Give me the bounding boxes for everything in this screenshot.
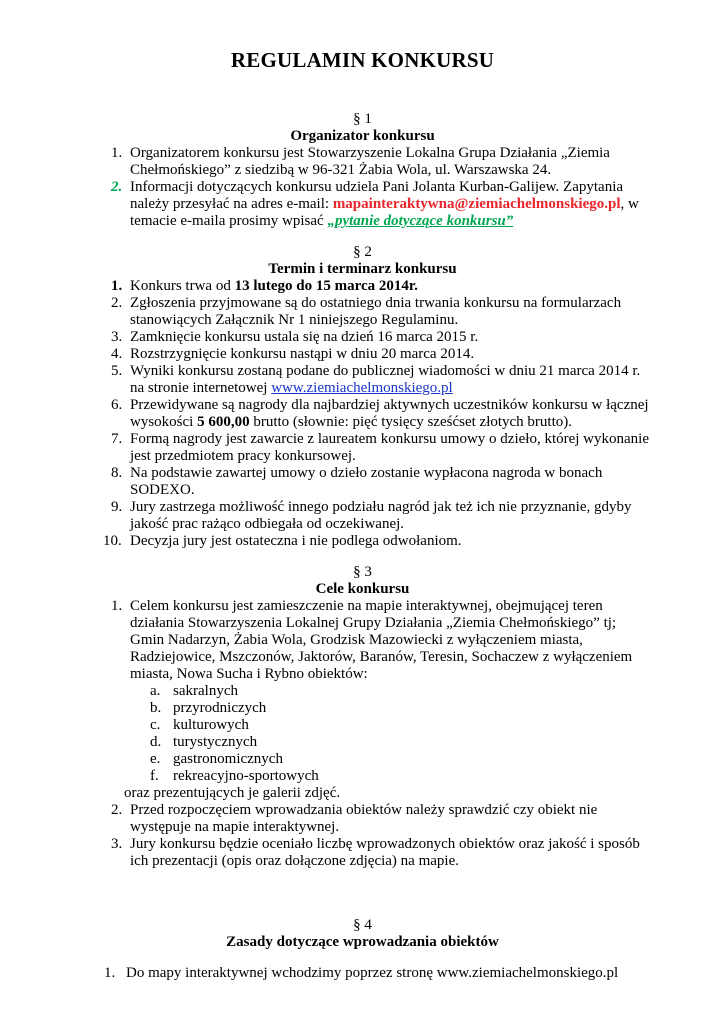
s3-item-1-number: 1. <box>111 598 123 614</box>
s3-item-1-line-1: Celem konkursu jest zamieszczenie na mapie interaktywnej, obejmującej teren <box>130 598 603 614</box>
email-subject: „pytanie dotyczące konkursu” <box>327 213 514 229</box>
contest-dates: 13 lutego do 15 marca 2014r. <box>234 278 418 294</box>
s2-item-8-number: 8. <box>111 465 123 481</box>
s1-item-2-text-end: , w <box>620 196 639 212</box>
s3-item-3-line-2: ich prezentacji (opis oraz dołączone zdjęcia) na mapie. <box>130 853 459 869</box>
s2-item-3-number: 3. <box>111 329 123 345</box>
s2-item-10: Decyzja jury jest ostateczna i nie podlega odwołaniom. <box>130 533 462 549</box>
s2-item-5-line-2 <box>130 380 453 397</box>
subitem-cultural: kulturowych <box>173 717 249 733</box>
s1-item-2-line-3 <box>130 213 513 230</box>
section-3-sign: § 3 <box>353 564 372 580</box>
s2-item-2-line-2: stanowiących Załącznik Nr 1 niniejszego Regulaminu. <box>130 312 459 328</box>
s2-item-4: Rozstrzygnięcie konkursu nastąpi w dniu 20 marca 2014. <box>130 346 475 362</box>
section-1-sign: § 1 <box>353 111 372 127</box>
subitem-marker-d: d. <box>150 734 162 750</box>
prize-amount: 5 600,00 <box>197 414 250 430</box>
s3-item-1-line-2: działania Stowarzyszenia Lokalnej Grupy Działania „Ziemia Chełmońskiego” tj; <box>130 615 617 631</box>
s2-item-4-number: 4. <box>111 346 123 362</box>
s3-item-2-number: 2. <box>111 802 123 818</box>
subitem-sacral: sakralnych <box>173 683 238 699</box>
s2-item-1 <box>130 278 418 295</box>
s1-item-2-number: 2. <box>111 179 123 195</box>
s1-item-1-number: 1. <box>111 145 123 161</box>
subitem-marker-c: c. <box>150 717 161 733</box>
s2-item-1-text: Konkurs trwa od <box>130 278 235 294</box>
s2-item-9-line-2: jakość prac rażąco odbiegała od oczekiwanej. <box>130 516 405 532</box>
s1-item-2-subject-intro: temacie e-maila prosimy wpisać <box>130 213 328 229</box>
document-title: REGULAMIN KONKURSU <box>230 48 495 72</box>
s2-item-6-text: wysokości <box>130 414 198 430</box>
s2-item-7-line-2: jest przedmiotem pracy konkursowej. <box>130 448 356 464</box>
s2-item-9-number: 9. <box>111 499 123 515</box>
s2-item-7-number: 7. <box>111 431 123 447</box>
s2-item-8-line-2: SODEXO. <box>130 482 195 498</box>
s2-item-5-number: 5. <box>111 363 123 379</box>
s1-item-1-line-2: Chełmońskiego” z siedzibą w 96-321 Żabia Wola, ul. Warszawska 24. <box>130 162 552 178</box>
subitem-natural: przyrodniczych <box>173 700 267 716</box>
s2-item-9-line-1: Jury zastrzega możliwość innego podziału nagród jak też ich nie przyznanie, gdyby <box>130 499 632 515</box>
s4-item-1: Do mapy interaktywnej wchodzimy poprzez stronę www.ziemiachelmonskiego.pl <box>126 965 619 981</box>
s3-item-3-line-1: Jury konkursu będzie oceniało liczbę wprowadzonych obiektów oraz jakość i sposób <box>130 836 640 852</box>
s3-item-1-line-3: Gmin Nadarzyn, Żabia Wola, Grodzisk Mazowiecki z wyłączeniem miasta, <box>130 632 583 648</box>
contact-email[interactable]: mapainteraktywna@ziemiachelmonskiego.pl <box>332 196 621 212</box>
s2-item-6-line-1: Przewidywane są nagrody dla najbardziej aktywnych uczestników konkursu w łącznej <box>130 397 649 413</box>
s3-item-1-line-4: Radziejowice, Mszczonów, Jaktorów, Baranów, Teresin, Sochaczew z wyłączeniem <box>130 649 633 665</box>
section-4-heading: Zasady dotyczące wprowadzania obiektów <box>226 934 499 950</box>
s2-item-10-number: 10. <box>103 533 122 549</box>
section-1-heading: Organizator konkursu <box>290 128 435 144</box>
s1-item-1-line-1: Organizatorem konkursu jest Stowarzyszenie Lokalna Grupa Działania „Ziemia <box>130 145 610 161</box>
s2-item-1-number: 1. <box>111 278 123 294</box>
s2-item-6-line-2 <box>130 414 572 431</box>
subitem-recreational: rekreacyjno-sportowych <box>173 768 319 784</box>
s2-item-2-line-1: Zgłoszenia przyjmowane są do ostatniego dnia trwania konkursu na formularzach <box>130 295 622 311</box>
s3-item-3-number: 3. <box>111 836 123 852</box>
s1-item-2-line-1: Informacji dotyczących konkursu udziela Pani Jolanta Kurban-Galijew. Zapytania <box>130 179 624 195</box>
s3-item-2-line-1: Przed rozpoczęciem wprowadzania obiektów należy sprawdzić czy obiekt nie <box>130 802 598 818</box>
s2-item-3: Zamknięcie konkursu ustala się na dzień 16 marca 2015 r. <box>130 329 479 345</box>
s1-item-2-line-2 <box>130 196 639 213</box>
subitem-marker-e: e. <box>150 751 161 767</box>
section-2-heading: Termin i terminarz konkursu <box>268 261 457 277</box>
s3-item-2-line-2: występuje na mapie interaktywnej. <box>130 819 340 835</box>
subitem-tourist: turystycznych <box>173 734 258 750</box>
subitem-marker-f: f. <box>150 768 159 784</box>
s4-item-1-number: 1. <box>104 965 116 981</box>
section-3-heading: Cele konkursu <box>315 581 410 597</box>
s2-item-7-line-1: Formą nagrody jest zawarcie z laureatem konkursu umowy o dzieło, której wykonanie <box>130 431 650 447</box>
website-link[interactable]: www.ziemiachelmonskiego.pl <box>271 380 453 396</box>
subitem-gastronomic: gastronomicznych <box>173 751 283 767</box>
subitem-marker-a: a. <box>150 683 161 699</box>
s3-item-1-tail: oraz prezentujących je galerii zdjęć. <box>124 785 341 801</box>
s2-item-2-number: 2. <box>111 295 123 311</box>
s1-item-2-text: należy przesyłać na adres e-mail: <box>130 196 333 212</box>
s3-item-1-line-5: miasta, Nowa Sucha i Rybno obiektów: <box>130 666 368 682</box>
section-4-sign: § 4 <box>353 917 372 933</box>
subitem-marker-b: b. <box>150 700 162 716</box>
s2-item-6-number: 6. <box>111 397 123 413</box>
s2-item-6-text-end: brutto (słownie: pięć tysięcy sześćset złotych brutto). <box>249 414 573 430</box>
s2-item-5-text: na stronie internetowej <box>130 380 272 396</box>
section-2-sign: § 2 <box>353 244 372 260</box>
s2-item-5-line-1: Wyniki konkursu zostaną podane do publicznej wiadomości w dniu 21 marca 2014 r. <box>130 363 641 379</box>
s2-item-8-line-1: Na podstawie zawartej umowy o dzieło zostanie wypłacona nagroda w bonach <box>130 465 603 481</box>
